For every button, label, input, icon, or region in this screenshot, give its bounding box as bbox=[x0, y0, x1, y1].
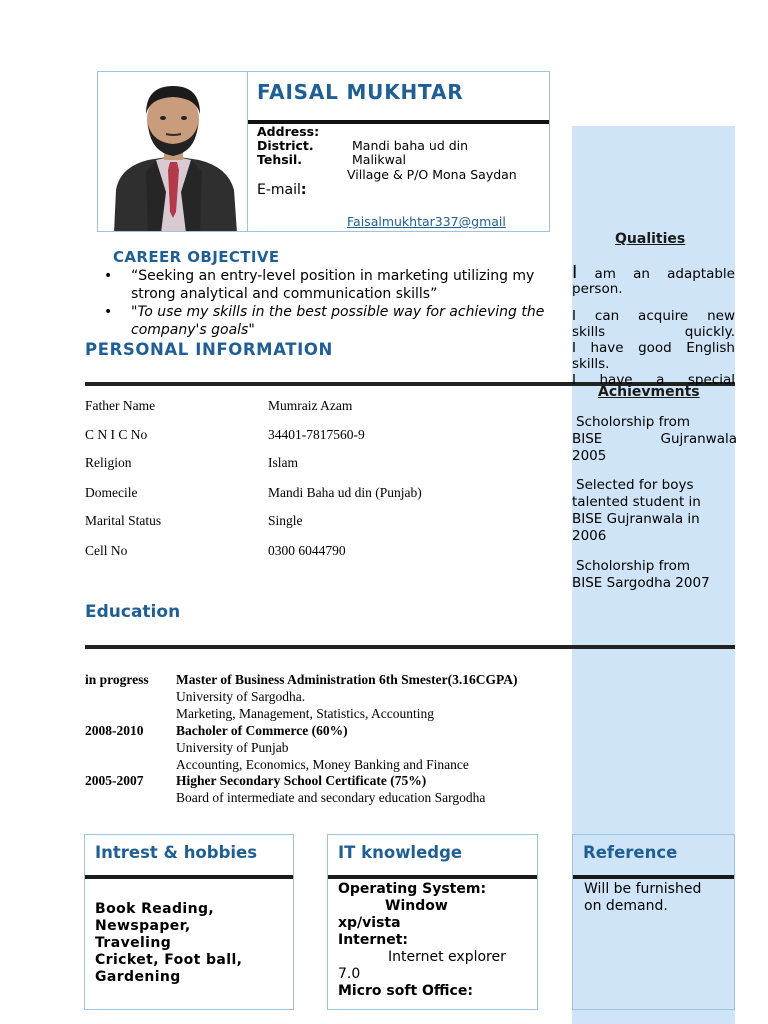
it-knowledge-content bbox=[338, 881, 533, 1000]
achievement-2-line: 2006 bbox=[572, 528, 607, 544]
it-internet-value: Internet explorer bbox=[388, 949, 506, 965]
info-label: Father Name bbox=[85, 398, 156, 413]
achievement-2-line: BISE Gujranwala in bbox=[572, 511, 700, 527]
education-year: in progress bbox=[85, 672, 149, 687]
info-value: Single bbox=[268, 513, 303, 528]
email-link[interactable]: Faisalmukhtar337@gmail bbox=[347, 214, 506, 229]
education-degree: Bacholer of Commerce (60%) bbox=[176, 723, 348, 738]
education-institution: University of Sargodha. bbox=[176, 689, 306, 704]
info-label: Domecile bbox=[85, 485, 138, 500]
hobby-item: Cricket, Foot ball, bbox=[95, 952, 243, 968]
district-value: Mandi baha ud din bbox=[352, 138, 469, 153]
education-entry bbox=[85, 723, 575, 775]
box-divider bbox=[328, 875, 538, 879]
it-internet-value: 7.0 bbox=[338, 966, 361, 982]
reference-text bbox=[584, 881, 701, 915]
education-degree: Higher Secondary School Certificate (75%) bbox=[176, 773, 427, 788]
quality-text: am an adaptable bbox=[594, 266, 735, 282]
personal-info-heading: PERSONAL INFORMATION bbox=[85, 340, 333, 359]
info-value: Islam bbox=[268, 455, 298, 470]
qualities-heading: Qualities bbox=[615, 231, 686, 247]
it-knowledge-box bbox=[327, 834, 538, 1010]
info-label: Cell No bbox=[85, 543, 128, 558]
hobby-item: Newspaper, bbox=[95, 918, 191, 934]
it-office-label: Micro soft Office: bbox=[338, 983, 473, 999]
it-os-value: xp/vista bbox=[338, 915, 401, 931]
profile-photo bbox=[98, 72, 248, 232]
info-label: Marital Status bbox=[85, 513, 162, 528]
education-institution: University of Punjab bbox=[176, 740, 289, 755]
box-divider bbox=[85, 875, 294, 879]
village-value: Village & P/O Mona Saydan bbox=[347, 167, 517, 182]
achievement-2-line: Selected for boys bbox=[576, 477, 694, 493]
hobby-item: Gardening bbox=[95, 969, 181, 985]
info-value: Mandi Baha ud din (Punjab) bbox=[268, 485, 422, 500]
it-os-value: Window bbox=[385, 898, 448, 914]
hobbies-box bbox=[84, 834, 294, 1010]
reference-box bbox=[572, 834, 735, 1010]
hobbies-heading: Intrest & hobbies bbox=[95, 843, 258, 862]
achievement-1-line: BISE Gujranwala bbox=[572, 431, 737, 447]
reference-line: on demand. bbox=[584, 898, 668, 914]
it-os-label: Operating System: bbox=[338, 881, 487, 897]
career-objective-heading: CAREER OBJECTIVE bbox=[113, 248, 280, 266]
objective-text: "To use my skills in the best possible way for achieving the company's goals" bbox=[131, 304, 545, 338]
info-value: 0300 6044790 bbox=[268, 543, 346, 558]
qualities-clip bbox=[572, 308, 735, 386]
education-entry bbox=[85, 672, 575, 724]
email-label: E-mail: bbox=[257, 182, 307, 198]
achievement-1-line: Scholorship from bbox=[576, 414, 690, 430]
quality-3-line: skills. bbox=[572, 356, 610, 372]
bullet: • bbox=[104, 268, 113, 284]
reference-heading: Reference bbox=[583, 843, 678, 862]
box-divider bbox=[573, 875, 735, 879]
quality-2-line: I can acquire new bbox=[572, 308, 735, 324]
hobbies-list bbox=[95, 901, 242, 986]
quality-3-line: I have good English bbox=[572, 340, 735, 356]
achievements-heading: Achievments bbox=[598, 384, 700, 400]
quality-initial: I bbox=[572, 262, 578, 283]
hobby-item: Traveling bbox=[95, 935, 172, 951]
district-label: District. bbox=[257, 138, 314, 153]
bullet: • bbox=[104, 304, 113, 320]
info-value: 34401-7817560-9 bbox=[268, 427, 365, 442]
address-label: Address: bbox=[257, 124, 320, 139]
it-knowledge-heading: IT knowledge bbox=[338, 843, 463, 862]
achievement-3-line: BISE Sargodha 2007 bbox=[572, 575, 710, 591]
education-subjects: Accounting, Economics, Money Banking and Finance bbox=[176, 757, 469, 772]
education-subjects: Marketing, Management, Statistics, Accounting bbox=[176, 706, 434, 721]
candidate-name: FAISAL MUKHTAR bbox=[257, 80, 464, 104]
profile-photo-frame bbox=[97, 71, 248, 232]
education-year: 2008-2010 bbox=[85, 723, 144, 738]
info-label: Religion bbox=[85, 455, 132, 470]
quality-1-cont: person. bbox=[572, 281, 623, 297]
education-degree: Master of Business Administration 6th Smester(3.16CGPA) bbox=[176, 672, 518, 687]
quality-2-line: skills quickly. bbox=[572, 324, 735, 340]
achievement-1-line: 2005 bbox=[572, 448, 607, 464]
achievement-3-line: Scholorship from bbox=[576, 558, 690, 574]
it-internet-label: Internet: bbox=[338, 932, 409, 948]
education-heading: Education bbox=[85, 602, 181, 622]
info-label: C N I C No bbox=[85, 427, 148, 442]
quality-4-line: I have a special bbox=[572, 372, 735, 386]
tehsil-label: Tehsil. bbox=[257, 152, 303, 167]
section-divider bbox=[85, 645, 735, 649]
reference-line: Will be furnished bbox=[584, 881, 702, 897]
education-institution: Board of intermediate and secondary education Sargodha bbox=[176, 790, 486, 805]
info-value: Mumraiz Azam bbox=[268, 398, 353, 413]
education-entry bbox=[85, 773, 575, 809]
achievement-2-line: talented student in bbox=[572, 494, 701, 510]
name-address-box bbox=[248, 71, 550, 232]
hobby-item: Book Reading, bbox=[95, 901, 215, 917]
tehsil-value: Malikwal bbox=[352, 152, 406, 167]
education-year: 2005-2007 bbox=[85, 773, 144, 788]
objective-text: “Seeking an entry-level position in marketing utilizing my strong analytical and communication skills” bbox=[131, 268, 535, 302]
